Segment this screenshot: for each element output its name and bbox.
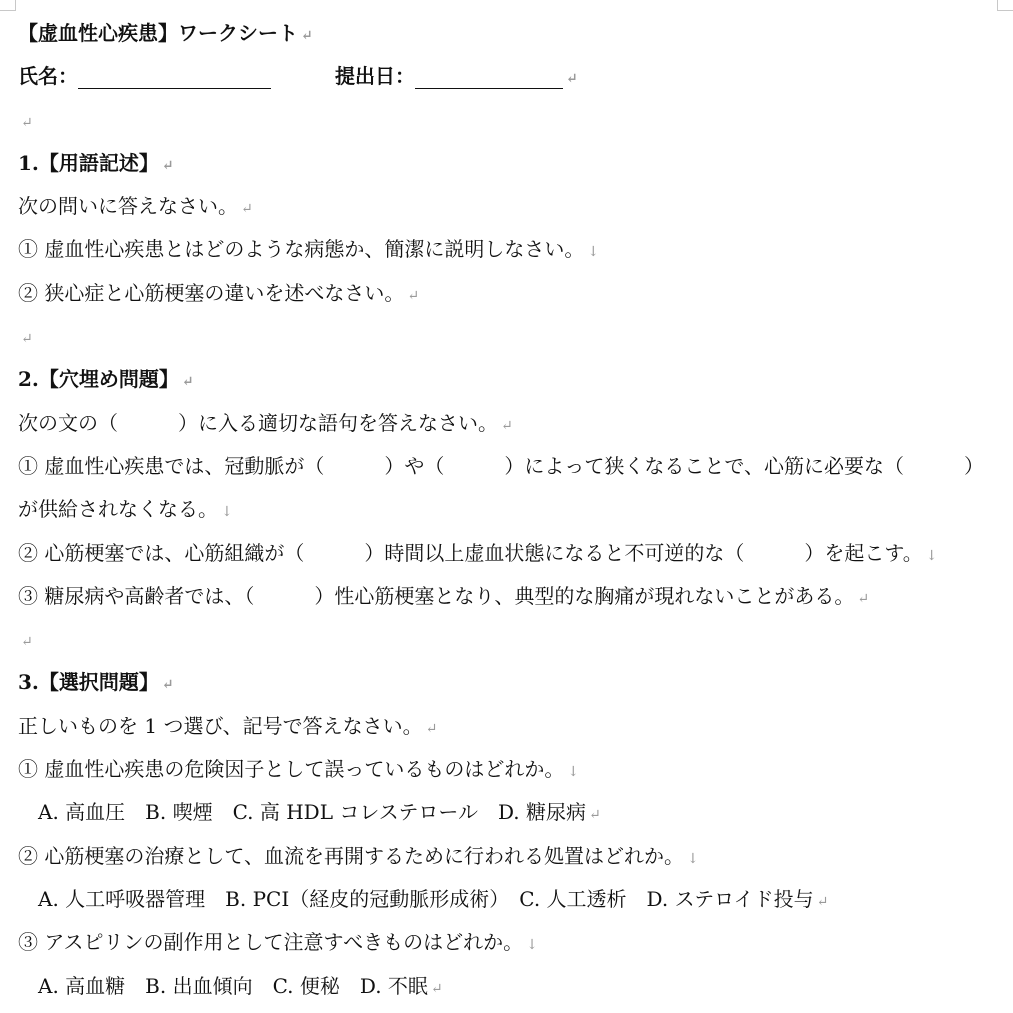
section3-q2-options-line: [18, 878, 1010, 921]
section2-q1-line2: [18, 488, 1010, 531]
paragraph-mark: ↵: [816, 893, 829, 910]
line-break-mark: ↓: [567, 764, 580, 781]
crop-mark-left: [0, 0, 16, 11]
date-label: 提出日：: [335, 64, 415, 89]
section3-heading-line: [18, 661, 1010, 704]
section1-instruction: 次の問いに答えなさい。: [18, 194, 238, 219]
section3-q1-options-line: [18, 791, 1010, 834]
section3-question-1-options: A. 高血圧 B. 喫煙 C. 高 HDL コレステロール D. 糖尿病: [38, 800, 586, 825]
paragraph-mark: ↵: [430, 980, 443, 997]
section3-question-1: ① 虚血性心疾患の危険因子として誤っているものはどれか。: [18, 757, 565, 782]
section1-question-1: ① 虚血性心疾患とはどのような病態か、簡潔に説明しなさい。: [18, 237, 585, 262]
section1-q1-line: [18, 228, 1010, 271]
date-blank[interactable]: [415, 64, 563, 89]
crop-mark-right: [997, 0, 1013, 11]
line-break-mark: ↓: [221, 504, 233, 521]
section2-question-3: ③ 糖尿病や高齢者では、（ ）性心筋梗塞となり、典型的な胸痛が現れないことがある。: [18, 583, 855, 608]
paragraph-mark: ↵: [425, 720, 438, 737]
section3-question-2: ② 心筋梗塞の治療として、血流を再開するために行われる処置はどれか。: [18, 843, 684, 868]
section2-q1-line1: [18, 445, 1010, 488]
section3-q2-line: [18, 835, 1010, 878]
document-page: [18, 12, 1010, 1008]
paragraph-mark: ↵: [21, 331, 33, 348]
section2-instruction-line: [18, 402, 1010, 445]
paragraph-mark: ↵: [407, 287, 420, 304]
paragraph-mark: ↵: [501, 417, 513, 434]
section3-instruction-line: [18, 705, 1010, 748]
section2-q3-line: [18, 575, 1010, 618]
section3-q3-options-line: [18, 965, 1010, 1008]
line-break-mark: ↓: [526, 937, 538, 954]
paragraph-mark: ↵: [241, 201, 253, 218]
line-break-mark: ↓: [925, 547, 938, 564]
empty-line: [18, 618, 1010, 661]
line-break-mark: ↓: [686, 850, 699, 867]
paragraph-mark: ↵: [301, 28, 313, 44]
section3-question-3: ③ アスピリンの副作用として注意すべきものはどれか。: [18, 930, 524, 955]
section3-question-3-options: A. 高血糖 B. 出血傾向 C. 便秘 D. 不眠: [38, 973, 428, 998]
paragraph-mark: ↵: [857, 590, 870, 607]
section3-heading: 3.【選択問題】: [18, 670, 159, 695]
empty-line: [18, 315, 1010, 358]
section1-instruction-line: [18, 185, 1010, 228]
paragraph-mark: ↵: [161, 157, 174, 174]
section2-question-1-part-2: が供給されなくなる。: [18, 497, 218, 522]
name-blank[interactable]: [78, 64, 271, 89]
section1-q2-line: [18, 272, 1010, 315]
section2-q2-line: [18, 532, 1010, 575]
section2-heading: 2.【穴埋め問題】: [18, 367, 179, 392]
paragraph-mark: ↵: [21, 114, 33, 131]
section2-heading-line: [18, 358, 1010, 401]
section3-instruction: 正しいものを 1 つ選び、記号で答えなさい。: [18, 713, 423, 738]
paragraph-mark: ↵: [566, 71, 578, 88]
paragraph-mark: ↵: [21, 634, 33, 651]
section1-heading-line: [18, 142, 1010, 185]
empty-line: [18, 99, 1010, 142]
section2-question-2: ② 心筋梗塞では、心筋組織が（ ）時間以上虚血状態になると不可逆的な（ ）を起こす。: [18, 540, 923, 565]
paragraph-mark: ↵: [181, 374, 194, 391]
section2-instruction: 次の文の（ ）に入る適切な語句を答えなさい。: [18, 410, 498, 435]
paragraph-mark: ↵: [161, 677, 174, 694]
worksheet-title-line: [18, 12, 1010, 55]
section1-question-2: ② 狭心症と心筋梗塞の違いを述べなさい。: [18, 280, 405, 305]
line-break-mark: ↓: [587, 244, 600, 261]
name-date-line: [18, 55, 1010, 98]
paragraph-mark: ↵: [589, 807, 601, 824]
section3-question-2-options: A. 人工呼吸器管理 B. PCI（経皮的冠動脈形成術） C. 人工透析 D. ステロイド投与: [38, 886, 814, 911]
name-label: 氏名：: [18, 64, 78, 89]
section2-question-1-part-1: ① 虚血性心疾患では、冠動脈が（ ）や（ ）によって狭くなることで、心筋に必要な（ ）: [18, 453, 984, 478]
section3-q3-line: [18, 921, 1010, 964]
worksheet-title: 【虚血性心疾患】ワークシート: [18, 21, 298, 45]
section1-heading: 1.【用語記述】: [18, 150, 159, 175]
section3-q1-line: [18, 748, 1010, 791]
